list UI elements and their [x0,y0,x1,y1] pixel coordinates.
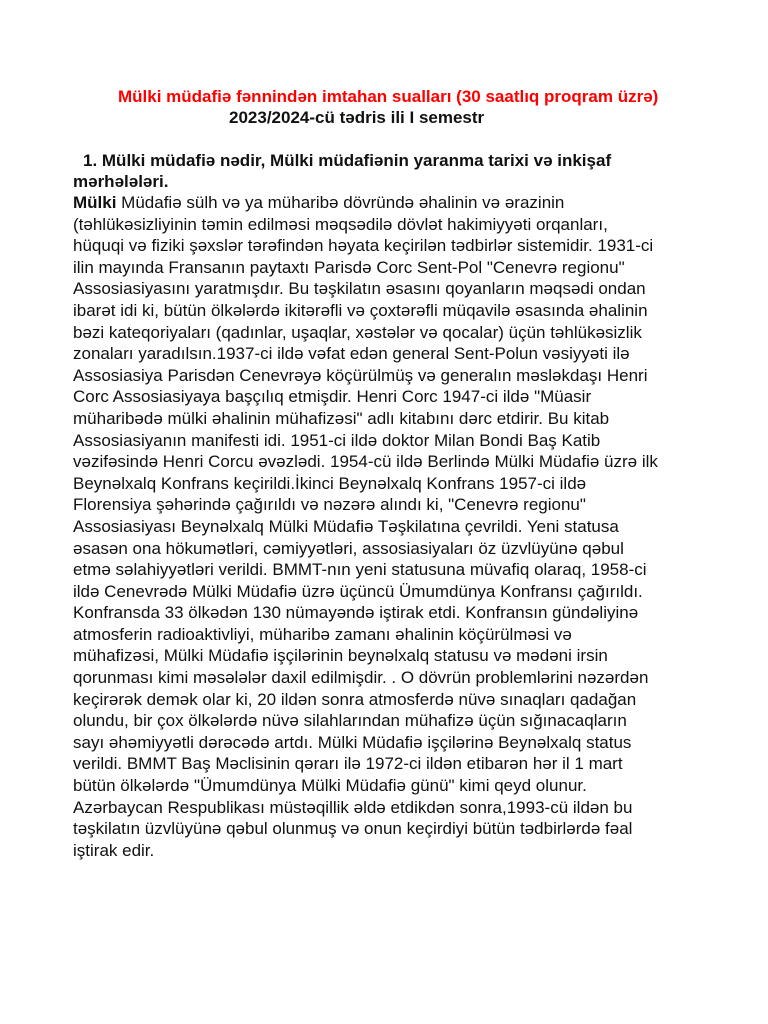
answer-line: qorunması kimi məsələlər daxil edilmişdir. . O dövrün problemlərini nəzərdən [73,668,649,688]
answer-line: verildi. BMMT Baş Məclisinin qərarı ilə 1972-ci ildən etibarən hər il 1 mart [73,754,623,774]
answer-line: bütün ölkələrdə "Ümumdünya Mülki Müdafiə günü" kimi qeyd olunur. [73,776,587,796]
answer-line: təşkilatın üzvlüyünə qəbul olunmuş və onun keçirdiyi bütün tədbirlərdə fəal [73,819,633,839]
answer-line: Florensiya şəhərində çağırıldı və nəzərə alındı ki, "Cenevrə regionu" [73,495,586,515]
answer-line: Konfransda 33 ölkədən 130 nümayəndə iştirak etdi. Konfransın gündəliyinə [73,603,639,623]
question-heading-line-1: 1. Mülki müdafiə nədir, Mülki müdafiənin yaranma tarixi və inkişaf [83,151,612,170]
question-heading [73,150,713,192]
answer-line: atmosferin radioaktivliyi, müharibə zamanı əhalinin köçürülməsi və [73,624,572,644]
answer-lead-word: Mülki [73,193,117,212]
answer-line: hüquqi və fiziki şəxslər tərəfindən həyata keçirilən tədbirlər sistemidir. 1931-ci [73,236,654,256]
answer-line: Assosiasiyasını yaratmışdır. Bu təşkilatın əsasını qoyanların məqsədi ondan [73,279,646,299]
answer-line: Assosiasiyanın manifesti idi. 1951-ci ildə doktor Milan Bondi Baş Katib [73,430,601,450]
answer-line: mühafizəsi, Mülki Müdafiə işçilərinin beynəlxalq statusu və mədəni irsin [73,646,608,666]
answer-line: bəzi kateqoriyaları (qadınlar, uşaqlar, xəstələr və qocalar) üçün təhlükəsizlik [73,322,642,342]
answer-line: Assosiasiyası Beynəlxalq Mülki Müdafiə Təşkilatına çevrildi. Yeni statusa [73,516,619,536]
answer-line: (təhlükəsizliyinin təmin edilməsi məqsədilə dövlət hakimiyyəti orqanları, [73,214,608,234]
answer-line: vəzifəsində Henri Corcu əvəzlədi. 1954-cü ildə Berlində Mülki Müdafiə üzrə ilk [73,452,658,472]
answer-line: zonaları yaradılsın.1937-ci ildə vəfat edən general Sent-Polun vəsiyyəti ilə [73,344,630,364]
answer-line: olundu, bir çox ölkələrdə nüvə silahlarından mühafizə üçün sığınacaqların [73,711,627,731]
answer-line: keçirərək demək olar ki, 20 ildən sonra atmosferdə nüvə sınaqları qadağan [73,689,637,709]
answer-line: ibarət idi ki, bütün ölkələrdə ikitərəfli və çoxtərəfli müqavilə əsasında əhalinin [73,300,648,320]
answer-line: sayı əhəmiyyətli dərəcədə artdı. Mülki Müdafiə işçilərinə Beynəlxalq status [73,732,632,752]
answer-line: ilin mayında Fransanın paytaxtı Parisdə Corc Sent-Pol "Cenevrə regionu" [73,257,625,277]
answer-line: ildə Cenevrədə Mülki Müdafiə üzrə üçüncü Ümumdünya Konfransı çağırıldı. [73,581,643,601]
answer-line: əsasən ona hökumətləri, cəmiyyətləri, assosiasiyaları öz üzvlüyünə qəbul [73,538,624,558]
answer-line: Corc Assosiasiyaya başçılıq etmişdir. Henri Corc 1947-ci ildə "Müasir [73,387,592,407]
question-heading-line-2: mərhələləri. [73,172,169,191]
answer-line: Beynəlxalq Konfrans keçirildi.İkinci Beynəlxalq Konfrans 1957-ci ildə [73,473,587,493]
answer-line: müharibədə mülki əhalinin mühafizəsi" adlı kitabını dərc etdirir. Bu kitab [73,408,610,428]
answer-paragraph [73,192,713,861]
document-subtitle: 2023/2024-cü tədris ili I semestr [229,108,485,127]
document-title: Mülki müdafiə fənnindən imtahan sualları (30 saatlıq proqram üzrə) [118,87,659,106]
answer-line-text: Müdafiə sülh və ya müharibə dövründə əhalinin və ərazinin [116,193,565,212]
answer-line: iştirak edir. [73,840,155,860]
answer-line: etmə səlahiyyətləri verildi. BMMT-nın yeni statusuna müvafiq olaraq, 1958-ci [73,560,647,580]
answer-line: Assosiasiya Parisdən Cenevrəyə köçürülmüş və generalın məsləkdaşı Henri [73,365,648,385]
answer-line: Azərbaycan Respublikası müstəqillik əldə etdikdən sonra,1993-cü ildən bu [73,797,633,817]
answer-line [73,192,713,214]
